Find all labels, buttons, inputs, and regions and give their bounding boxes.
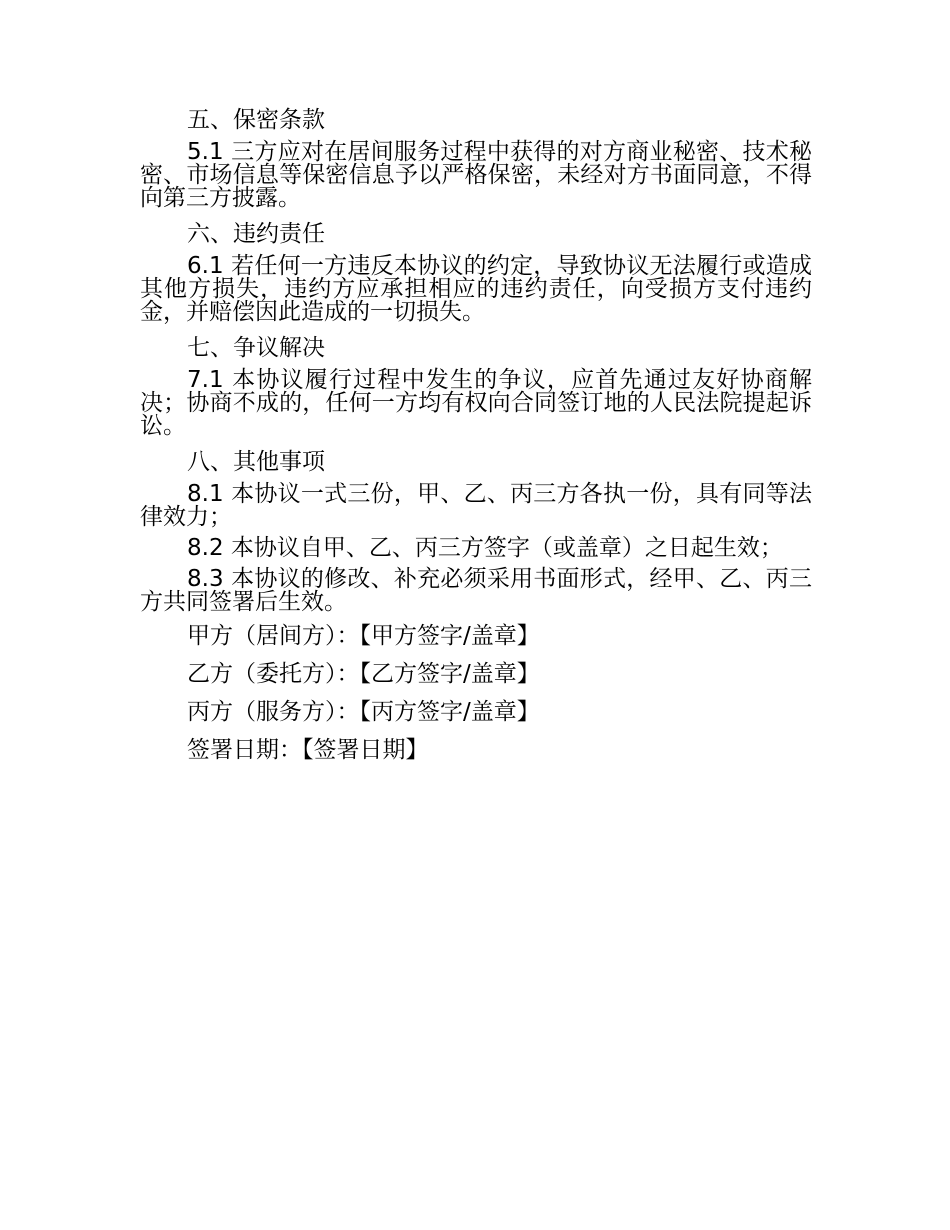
clause-8-3: 8.3 本协议的修改、补充必须采用书面形式，经甲、乙、丙三方共同签署后生效。 [140, 566, 812, 615]
clause-5-1: 5.1 三方应对在居间服务过程中获得的对方商业秘密、技术秘密、市场信息等保密信息予以严格保密，未经对方书面同意，不得向第三方披露。 [140, 139, 812, 211]
signature-party-a: 甲方（居间方）：【甲方签字/盖章】 [187, 623, 540, 649]
clause-7-1: 7.1 本协议履行过程中发生的争议，应首先通过友好协商解决；协商不成的，任何一方均有权向合同签订地的人民法院提起诉讼。 [140, 367, 812, 439]
document-body [140, 104, 812, 766]
clause-6-1: 6.1 若任何一方违反本协议的约定，导致协议无法履行或造成其他方损失，违约方应承担相应的违约责任，向受损方支付违约金，并赔偿因此造成的一切损失。 [140, 253, 812, 325]
section-heading-confidentiality: 五、保密条款 [187, 107, 325, 133]
clause-8-2: 8.2 本协议自甲、乙、丙三方签字（或盖章）之日起生效； [187, 535, 783, 561]
signature-date: 签署日期：【签署日期】 [187, 737, 429, 763]
section-heading-other: 八、其他事项 [187, 449, 325, 475]
section-heading-liability: 六、违约责任 [187, 221, 325, 247]
signature-party-c: 丙方（服务方）：【丙方签字/盖章】 [187, 699, 540, 725]
clause-8-1: 8.1 本协议一式三份，甲、乙、丙三方各执一份，具有同等法律效力； [140, 481, 812, 530]
signature-party-b: 乙方（委托方）：【乙方签字/盖章】 [187, 661, 540, 687]
section-heading-dispute: 七、争议解决 [187, 335, 325, 361]
